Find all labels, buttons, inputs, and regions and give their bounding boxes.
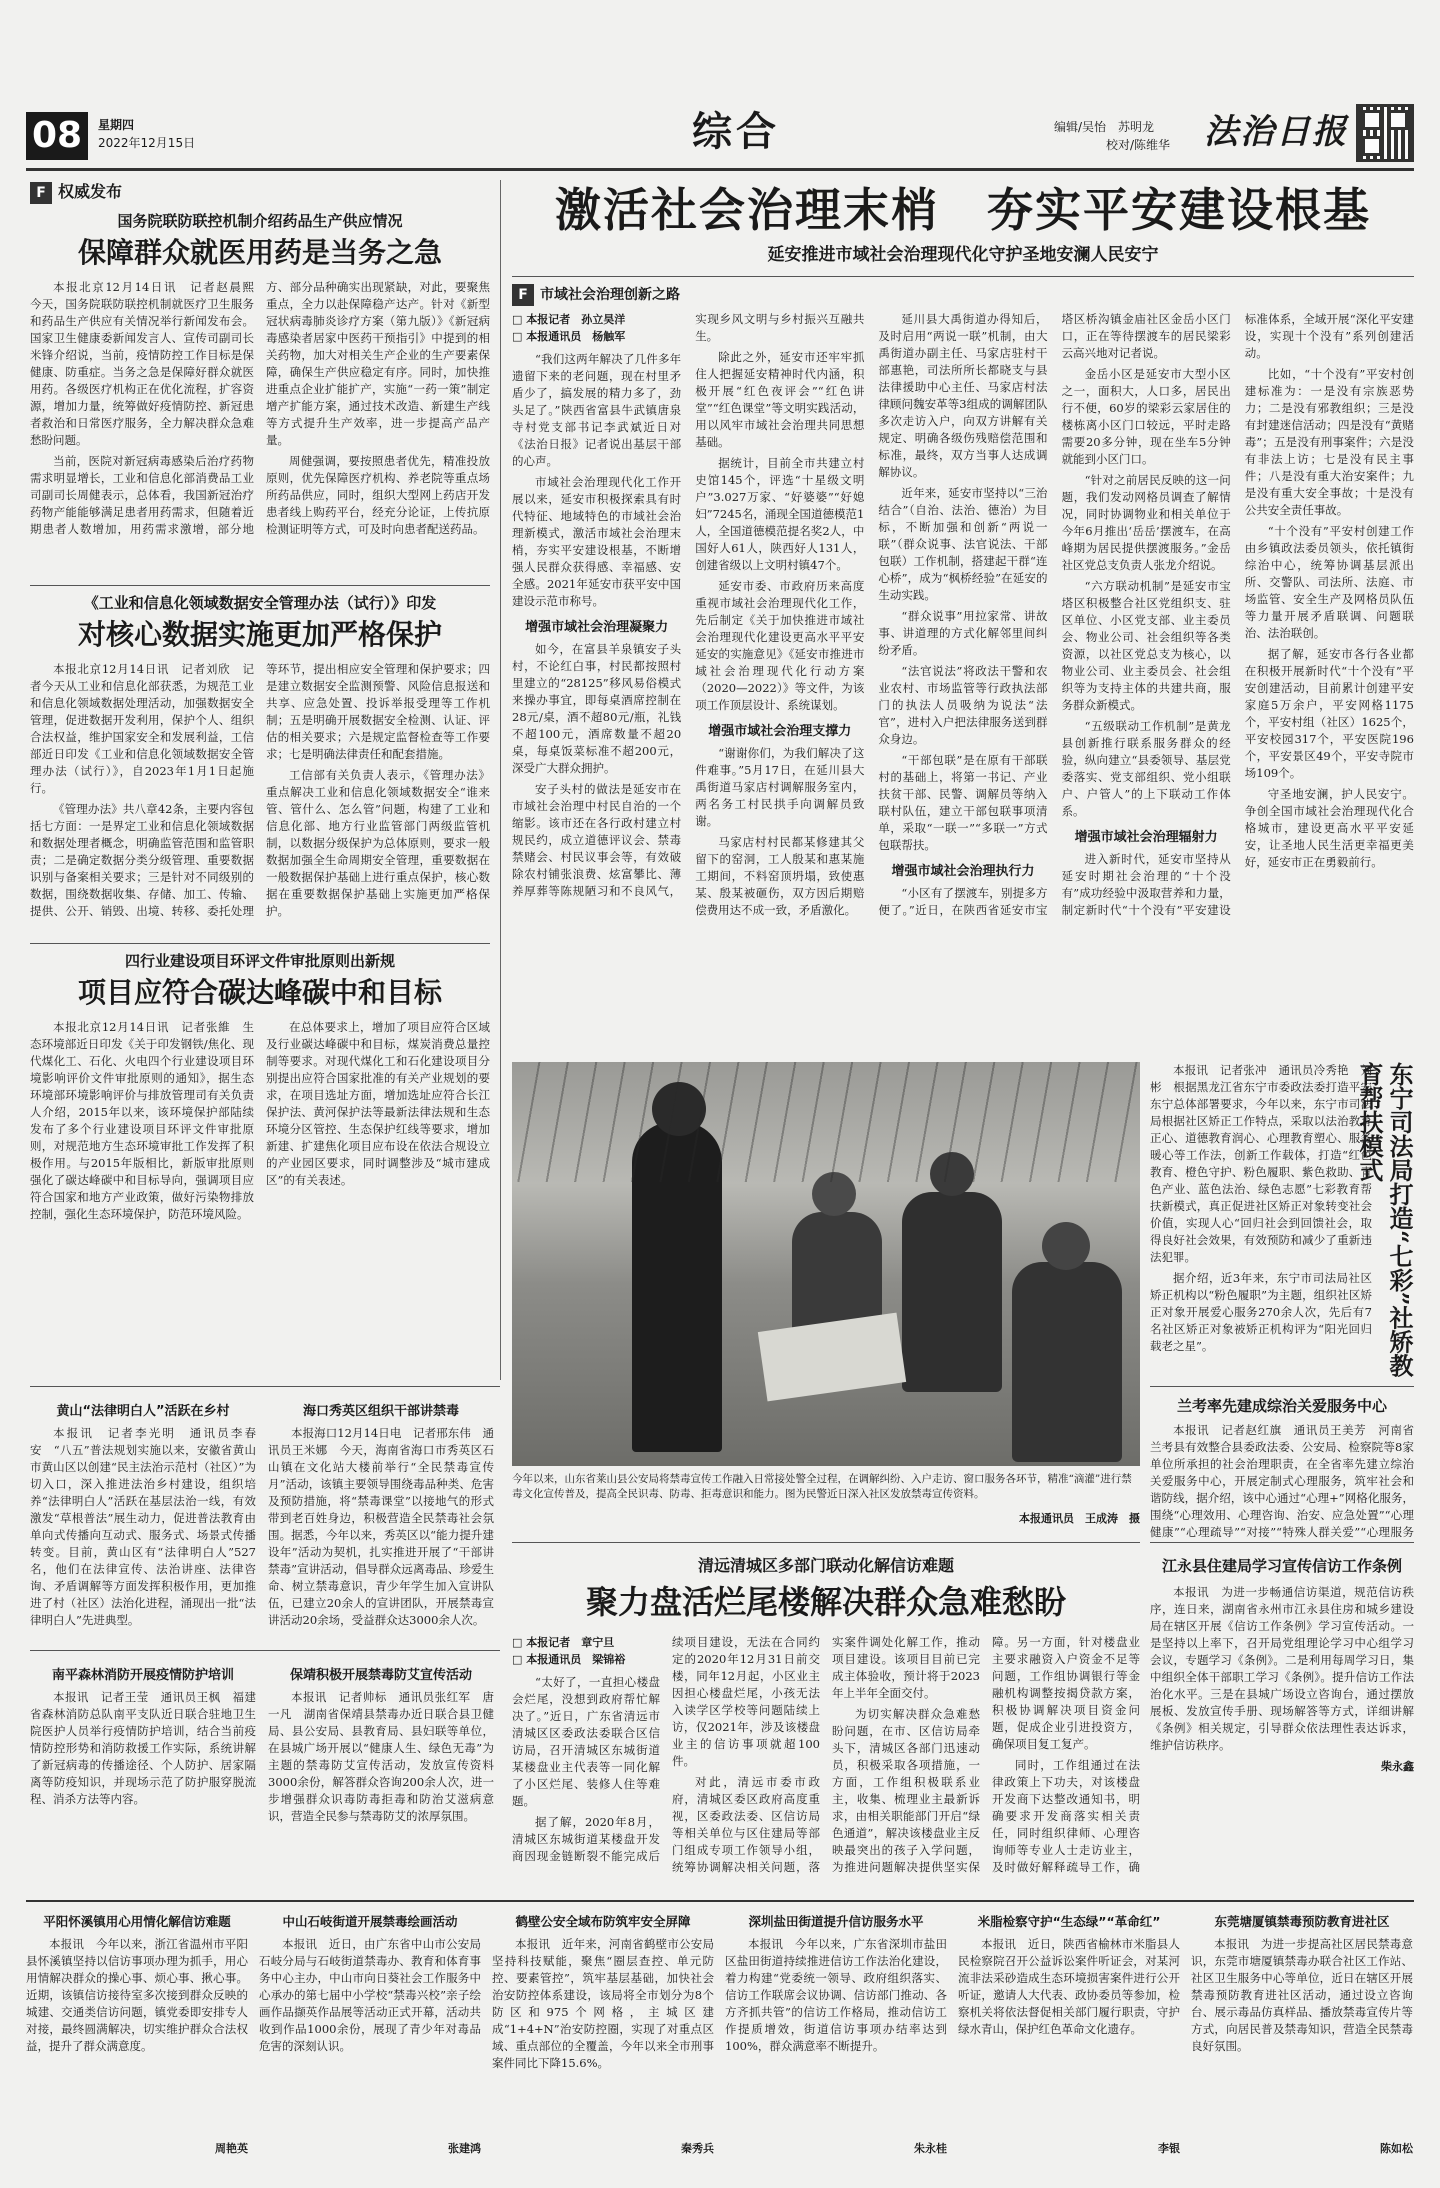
brief-headline: 深圳盐田街道提升信访服务水平 — [748, 1914, 924, 1929]
masthead — [26, 104, 1414, 164]
brief — [725, 1906, 947, 2176]
brief-text: 本报讯 今年以来，广东省深圳市盐田区盐田街道持续推进信访工作法治化建设，着力构建“党委统一领导、政府组织落实、信访工作联席会议协调、信访部门推动、各方齐抓共管”的信访工作格局，推动信访工作提质增效，街道信访事项办结率达到100%，群众满意率不断提升。 — [725, 1937, 947, 2053]
brief-headline: 南平森林消防开展疫情防护培训 — [51, 1668, 234, 1683]
signature: 张建鸿 — [448, 2142, 481, 2155]
photo-caption: 今年以来，山东省莱山县公安局将禁毒宣传工作融入日常接处警全过程，在调解纠纷、入户走访、窗口服务各环节，精准“滴灌”进行禁毒文化宣传普及，提高全民识毒、防毒、拒毒意识和能力。图为民警近日深入社区发放禁毒宣传资料。 — [512, 1473, 1132, 1500]
brief — [268, 1656, 494, 1892]
paragraph: 比如，“十个没有”平安村创建标准为：一是没有宗族恶势力；二是没有邪教组织；三是没有封建迷信活动；四是没有“黄赌毒”；五是没有刑事案件；六是没有非法上访；七是没有民主事件；八是没有重大治安案件；九是没有重大安全事故；十是没有公共安全责任事故。 — [1244, 367, 1414, 517]
side-headline: 江永县住建局学习宣传信访工作条例 — [1161, 1557, 1402, 1575]
paragraph: 为切实解决群众急难愁盼问题，在市、区信访局牵头下，清城区各部门迅速动员，积极采取各项措施，一方面，工作组积极联系业主，收集、梳理业主最新诉求，由相关职能部门开启“绿色通道”，解决该楼盘业主反映最突出的孩子入学问题，为推进问题解决提供坚实保障。另一方面，针对楼盘业主要求融资入户资金不足等问题，工作组协调银行等金融机构调整按揭贷款方案，积极协调解决项目资金问题，促成企业引进投资方，确保项目复工复产。 — [832, 1635, 1140, 1874]
paragraph: “太好了，一直担心楼盘会烂尾，没想到政府帮忙解决了。”近日，广东省清远市清城区区委政法委联合区信访局，召开清城区东城街道某楼盘业主代表等一同化解了小区烂尾、装修人住等难题。 — [512, 1675, 660, 1808]
paragraph: 在总体要求上，增加了项目应符合区域及行业碳达峰碳中和目标，煤炭消费总量控制等要求。对现代煤化工和石化建设项目分别提出应符合国家批准的有关产业规划的要求，在项目选址方面，增加选址应符合长江保护法、黄河保护法等最新法律法规和生态环境分区管控、生态保护红线等要求，增加新建、扩建焦化项目应布设在依法合规设立的产业园区要求，同时调整涉及“城市建成区”的有关表述。 — [266, 1020, 490, 1187]
paragraph: “法官说法”将政法干警和农业农村、市场监管等行政执法部门的执法人员吸纳为说法“法官”，进村入户把法律服务送到群众身边。 — [878, 664, 1048, 746]
brief — [268, 1392, 494, 1642]
masthead-rule — [26, 168, 1414, 171]
subhead: 增强市域社会治理执行力 — [891, 864, 1035, 879]
lead-story — [512, 178, 1414, 1058]
byline-correspondent: □ 本报通讯员 梁锦裕 — [512, 1653, 626, 1666]
bottom-rule — [26, 1900, 1414, 1902]
article-data-security — [30, 592, 490, 937]
brief-headline: 保靖积极开展禁毒防艾宣传活动 — [289, 1668, 472, 1683]
paragraph: “我们这两年解决了几件多年遗留下来的老问题，现在村里矛盾少了，搞发展的精力多了，劲头足了。”陕西省富县牛武镇唐泉寺村党支部书记李武斌近日对《法治日报》记者说出基层干部的心声。 — [512, 352, 682, 468]
paragraph: “十个没有”平安村创建工作由乡镇政法委员领头，依托镇街综治中心，统筹协调基层派出所、交警队、司法所、法庭、市场监管、安全生产及网格员队伍等力量开展矛盾联调、问题联治、法治联创。 — [1244, 524, 1414, 640]
paragraph: 守圣地安澜，护人民安宁。争创全国市域社会治理现代化合格城市，建设更高水平平安延安，让圣地人民生活更幸福更美好，延安市正在勇毅前行。 — [1244, 787, 1414, 869]
section-title: 综合 — [692, 109, 780, 155]
paragraph: 市域社会治理现代化工作开展以来，延安市积极探索具有时代特征、地域特色的市域社会治理新模式，激活市域社会治理末梢，夯实平安建设根基，不断增强人民群众获得感、幸福感、安全感。2021年延安市获平安中国建设示范市称号。 — [512, 475, 682, 608]
brief-headline: 海口秀英区组织干部讲禁毒 — [302, 1404, 459, 1419]
news-photo — [512, 1062, 1140, 1532]
brief — [958, 1906, 1180, 2176]
paragraph: 本报讯 记者赵红旗 通讯员王美芳 河南省兰考县有效整合县委政法委、公安局、检察院等8家单位所承担的社会治理职责，在全省率先建立综治关爱服务中心，开展定制式心理服务，筑牢社会和谐防线，据介绍，该中心通过“心理+”网格化服务，围绕“心理效用、心理咨询、治安、应急处置”“心理健康”“心理疏导”“对接”“特殊人群关爱”“心理服务 — [1150, 1423, 1414, 1538]
column-label — [512, 283, 1414, 307]
paragraph: 据介绍，近3年来，东宁市司法局社区矫正机构以“粉色履职”为主题，组织社区矫正对象开展爱心服务270余人次，先后有7名社区矫正对象被矫正机构评为“阳光回归载老之星”。 — [1150, 1271, 1372, 1353]
headline: 对核心数据实施更加严格保护 — [77, 618, 442, 651]
brief-headline: 中山石岐街道开展禁毒绘画活动 — [282, 1914, 458, 1929]
brief-headline: 黄山“法律明白人”活跃在乡村 — [56, 1404, 230, 1419]
brief — [30, 1392, 256, 1642]
brief-text: 本报讯 近日，陕西省榆林市米脂县人民检察院召开公益诉讼案件听证会，对某河流非法采砂造成生态环境损害案件进行公开听证，邀请人大代表、政协委员等参加，检察机关将依法督促相关部门履行职责，守护绿水青山，保护红色革命文化遗存。 — [958, 1937, 1180, 2036]
paper-name-logo: 法治日报 — [1204, 112, 1348, 152]
editor-line-2: 校对/陈维华 — [1106, 138, 1171, 152]
paragraph: 本报讯 记者张冲 通讯员冷秀艳 刘彬 根据黑龙江省东宁市委政法委打造平安东宁总体部署要求，今年以来，东宁市司法局根据社区矫正工作特点，采取以法治教育正心、道德教育润心、心理教育塑心、服务暖心等工作法，创新工作载体，打造“红色教育、橙色守护、粉色履职、紫色救助、青色产业、蓝色法治、绿色志愿”七彩教育帮扶新模式，真正促进社区矫正对象转变社会价值，实现人心“回归社会到回馈社会，取得良好社会效果，有效预防和减少了重新违法犯罪。 — [1150, 1063, 1372, 1264]
photo-image — [512, 1062, 1140, 1466]
editor-line-1: 编辑/吴怡 苏明龙 — [1054, 120, 1155, 134]
brief — [30, 1656, 256, 1892]
side-story-dongning — [1150, 1062, 1414, 1378]
divider — [30, 585, 490, 586]
paragraph: “针对之前居民反映的这一问题，我们发动网格员调查了解情况，同时协调物业和相关单位于今年6月推出‘岳岳’摆渡车，在高峰期为居民提供摆渡服务。”金岳社区党总支负责人张龙介绍说。 — [1061, 473, 1231, 572]
photo-credit: 本报通讯员 王成涛 摄 — [1019, 1512, 1140, 1525]
lead-subtitle: 延安推进市域社会治理现代化守护圣地安澜人民安宁 — [767, 245, 1159, 265]
headline: 保障群众就医用药是当务之急 — [77, 236, 442, 269]
paragraph: 当前，医院对新冠病毒感染后治疗药物需求明显增长，工业和信息化部消费品工业司副司长周健表示，总体看，我国新冠治疗药物产能能够满足患者用药需求，但随着近期患者人数增加，用药需求激增，部分地方、部分品种确实出现紧缺，对此，要聚焦重点，全力以赴保障稳产达产。针对《新型冠状病毒肺炎诊疗方案（第九版）》《新冠病毒感染者居家中医药干预指引》中提到的相关药物，加大对相关生产企业的生产要素保障，确保生产供应稳定有序。同时，加快推进重点企业扩能扩产，实施“一药一策”制定增产扩能方案，通过技术改造、新建生产线等方式提升生产效率，进一步提高产品产量。 — [30, 280, 490, 536]
brief-text: 本报讯 记者李光明 通讯员李春安 “八五”普法规划实施以来，安徽省黄山市黄山区以创建“民主法治示范村（社区）”为切入口，深入推进法治乡村建设，组织培养“法律明白人”活跃在基层法治一线，有效激发“草根普法”展生动力，促进普法教育由单向式传播向互动式、服务式、场景式传播转变。目前，黄山区有“法律明白人”527名，他们在法律宣传、法治讲座、法律咨询、矛盾调解等方面发挥积极作用，更加推进了村（社区）法治化进程，涌现出一批“法律明白人”先进典型。 — [30, 1426, 256, 1627]
paragraph: “六方联动机制”是延安市宝塔区积极整合社区党组织支、驻区单位、小区党支部、业主委员会、物业公司、社会组织等各类资源，以社区党总支为核心，以物业公司、业主委员会、社会组织等为支持主体的共建共商，服务群众新模式。 — [1061, 579, 1231, 712]
issue-date: 2022年12月15日 — [98, 136, 196, 150]
brief — [26, 1906, 248, 2176]
paragraph: 近年来，延安市坚持以“三治结合”（自治、法治、德治）为目标，不断加强和创新“两说一联”（群众说事、法官说法、干部包联）工作机制，搭建起干群“连心桥”，成为“枫桥经验”在延安的生动实践。 — [878, 486, 1048, 602]
paragraph: 《管理办法》共八章42条，主要内容包括七方面：一是界定工业和信息化领域数据和数据处理者概念，明确监管范围和监管职责；二是确定数据分类分级管理、重要数据识别与备案相关要求；三是针对不同级别的数据，围绕数据收集、存储、加工、传输、提供、公开、销毁、出境、转移、委托处理等环节，提出相应安全管理和保护要求；四是建立数据安全监测预警、风险信息报送和共享、应急处置、投诉举报受理等工作机制；五是明确开展数据安全检测、认证、评估的相关要求；六是规定监督检查等工作要求；七是明确法律责任和配套措施。 — [30, 662, 490, 918]
kicker: 清远清城区多部门联动化解信访难题 — [697, 1556, 954, 1575]
paragraph: 本报北京12月14日讯 记者赵晨熙 今天，国务院联防联控机制就医疗卫生服务和药品生产供应有关情况举行新闻发布会。国家卫生健康委新闻发言人、宣传司副司长米锋介绍说，当前，疫情防控工作目标是保健康、防重症。当务之急是保障好群众就医用药。各级医疗机构正在优化流程，扩容资源，增加力量，统筹做好疫情防控、新冠患者救治和日常医疗服务，全力解决群众急难愁盼问题。 — [30, 280, 266, 447]
paragraph: “谢谢你们，为我们解决了这件难事。”5月17日，在延川县大禹街道马家店村调解服务室内，两名务工村民拱手向调解员致谢。 — [695, 746, 865, 828]
weekday: 星期四 — [98, 118, 135, 132]
signature: 陈如松 — [1380, 2142, 1413, 2155]
paragraph: 除此之外，延安市还牢牢抓住人把握延安精神时代内涵，积极开展“红色夜评会”“红色讲堂”“红色课堂”等文明实践活动，用以风牢市域社会治理共同思想基础。 — [695, 350, 865, 449]
paragraph: 延安市委、市政府历来高度重视市域社会治理现代化工作，先后制定《关于加快推进市域社会治理现代化建设更高水平平安延安的实施意见》《延安市推进市域社会治理现代化行动方案（2020—2022）》等文件，为该项工作顶层设计、系统谋划。 — [695, 579, 865, 712]
paragraph: 据了解，2020年8月，清城区东城街道某楼盘开发商因现金链断裂不能完成后续项目建设，无法在合同约定的2020年12月31日前交楼，同年12月起，小区业主因担心楼盘烂尾，小孩无法入读学区学校等问题陆续上访，仅2021年，涉及该楼盘业主的信访事项就超100件。 — [512, 1635, 820, 1863]
paragraph: 金岳小区是延安市大型小区之一，面积大，人口多，居民出行不便，60岁的梁彩云家居住的楼栋离小区门口较远，平时走路需要20多分钟，现在坐车5分钟就能到小区门口。 — [1061, 367, 1231, 466]
byline-reporter: □ 本报记者 章宁旦 — [512, 1636, 615, 1649]
brief-headline: 东莞塘厦镇禁毒预防教育进社区 — [1214, 1914, 1390, 1929]
divider — [512, 276, 1414, 277]
authority-column — [30, 178, 490, 1418]
brief — [492, 1906, 714, 2176]
paragraph: 本报北京12月14日讯 记者张維 生态环境部近日印发《关于印发钢铁/焦化、现代煤化工、石化、火电四个行业建设项目环境影响评价文件审批原则的通知》，据生态环境部环境影响评价与排放管理司有关负责人介绍，2015年以来，该环境保护部陆续发布了多个行业建设项目环评文件审批原则，对规范地方生态环境审批工作发挥了积极作用。与2015年版相比，新版审批原则强化了碳达峰碳中和目标导向，强调项目应符合国家和地方产业政策，做好污染物排放控制，强化生态环境保护，防范环境风险。 — [30, 1020, 254, 1221]
divider — [30, 1650, 500, 1651]
brief-headline: 平阳怀溪镇用心用情化解信访难题 — [43, 1914, 231, 1929]
paragraph: 本报北京12月14日讯 记者刘欣 记者今天从工业和信息化部获悉，为规范工业和信息化领域数据处理活动，加强数据安全管理，促进数据开发利用，保护个人、组织合法权益，维护国家安全和发展利益，工信部近日印发《工业和信息化领域数据安全管理办法（试行）》，自2023年1月1日起施行。 — [30, 662, 254, 795]
paragraph: 据了解，延安市各行各业都在积极开展新时代“十个没有”平安创建活动，目前累计创建平安家庭5万余户，平安网格1175个，平安村组（社区）1625个，平安校园317个，平安医院196个，平安景区49个，平安寺院市场109个。 — [1244, 647, 1414, 780]
brief — [259, 1906, 481, 2176]
kicker: 国务院联防联控机制介绍药品生产供应情况 — [117, 212, 403, 230]
paragraph: 工信部有关负责人表示，《管理办法》重点解决工业和信息化领域数据安全“谁来管、管什么、怎么管”问题，构建了工业和信息化部、地方行业监管部门两级监管机制，以数据分级保护为总体原则，要求一般数据加强全生命周期安全管理，重要数据在一般数据保护基础上进行重点保护，核心数据在重要数据保护基础上实施更加严格保护。 — [266, 768, 490, 918]
brief-headline: 米脂检察守护“生态绿”“革命红” — [977, 1914, 1161, 1929]
authority-label — [30, 178, 490, 206]
paragraph: 进入新时代，延安市坚持从延安时期社会治理的“十个没有”成功经验中汲取营养和力量，制定新时代“十个没有”平安建设标准体系，全域开展“深化平安建设，实现十个没有”系列创建活动。 — [1061, 312, 1414, 917]
paragraph: “群众说事”用拉家常、讲故事、讲道理的方式化解邻里间纠纷矛盾。 — [878, 609, 1048, 657]
kicker: 四行业建设项目环评文件审批原则出新规 — [124, 952, 395, 970]
kicker: 《工业和信息化领域数据安全管理办法（试行）》印发 — [83, 594, 437, 612]
qr-code-icon — [1356, 104, 1414, 162]
signature: 李银 — [1158, 2142, 1180, 2155]
paragraph: “干部包联”是在原有干部联村的基础上，将第一书记、产业扶贫干部、民警、调解员等纳入联村队伍，建立干部包联事项清单，采取“一联一”“多联一”方式包联帮扶。 — [878, 753, 1048, 852]
bottom-briefs-row — [26, 1906, 1414, 2176]
brief-text: 本报讯 记者王莹 通讯员王枫 福建省森林消防总队南平支队近日联合驻地卫生院医护人员举行疫情防护培训，结合当前疫情防控形势和消防救援工作实际，系统讲解了新冠病毒的传播途径、个人防护、居家隔离等防疫知识，并现场示范了防护服穿脱流程、消杀方法等内容。 — [30, 1690, 256, 1806]
side-headline: 兰考率先建成综治关爱服务中心 — [1176, 1397, 1387, 1415]
brief — [1191, 1906, 1413, 2176]
divider — [30, 1386, 500, 1387]
paragraph: 周健强调，要按照患者优先，精准投放原则，优先保障医疗机构、养老院等重点场所药品供应，同时，组织大型网上药店开发患者线上购药平台，经充分论证，上传抗原检测证明等方式，可及时向患者配送药品。 — [266, 454, 490, 536]
divider — [30, 943, 490, 944]
signature: 周艳英 — [215, 2142, 248, 2155]
signature: 秦秀兵 — [681, 2142, 714, 2155]
authority-label-text: 权威发布 — [58, 182, 123, 201]
subhead: 增强市域社会治理支撑力 — [708, 724, 852, 739]
headline: 聚力盘活烂尾楼解决群众急难愁盼 — [585, 1583, 1066, 1621]
paragraph: 对此，清远市委市政府，清城区委区政府高度重视，区委政法委、区信访局等相关单位与区住建局等部门组成专项工作领导小组，统筹协调解决相关问题，落实案件调处化解工作，推动项目建设。该项目目前已完成主体验收，预计将于2023年上半年全面交付。 — [672, 1635, 980, 1874]
brief-text: 本报海口12月14日电 记者邢东伟 通讯员王米娜 今天，海南省海口市秀英区石山镇在文化站大楼前举行“全民禁毒宣传月”活动，该镇主要领导围绕毒品种类、危害及预防措施，将“禁毒课堂”以接地气的形式带到老百姓身边，积极营造全民禁毒社会氛围。据悉，今年以来，秀英区以“能力提升建设年”活动为契机，扎实推进开展了“干部讲禁毒”宣讲活动，倡导群众远离毒品、珍爱生命、树立禁毒意识，青少年学生加入宣讲队伍，已建立20余人的宣讲团队，开展禁毒宣讲活动20余场，受益群众达3000余人次。 — [268, 1426, 494, 1627]
brief-text: 本报讯 记者帅标 通讯员张红军 唐一凡 湖南省保靖县禁毒办近日联合县卫健局、县公安局、县教育局、县妇联等单位，在县城广场开展以“健康人生、绿色无毒”为主题的禁毒防艾宣传活动，发放宣传资料3000余份，解答群众咨询200余人次，进一步增强群众识毒防毒拒毒和防治艾滋病意识，营造全民参与禁毒防艾的浓厚氛围。 — [268, 1690, 494, 1823]
paragraph: 据统计，目前全市共建立村史馆145个，评选“十星级文明户”3.027万家、“好婆婆”“好媳妇”7245名，涌现全国道德模范1人，全国道德模范提名奖2人，中国好人61人，陕西好人131人，创建省级以上文明村镇47个。 — [695, 456, 865, 572]
subhead: 增强市域社会治理凝聚力 — [525, 620, 669, 635]
signature: 柴永鑫 — [1381, 1760, 1414, 1773]
mid-story — [512, 1542, 1140, 1893]
brief-text: 本报讯 近年来，河南省鹤壁市公安局坚持科技赋能，聚焦“圈层查控、单元防控、要素管控”，筑牢基层基础，加快社会治安防控体系建设，该局将全市划分为8个防区和975个网格，主城区建成“1+4+N”治安防控圈，实现了对重点区域、重点部位的全覆盖，今年以来全市刑事案件同比下降15.6%。 — [492, 1937, 714, 2070]
brief-headline: 鹤壁公安全域布防筑牢安全屏障 — [515, 1914, 691, 1929]
article-eia-rules — [30, 950, 490, 1255]
paragraph: “五级联动工作机制”是黄龙县创新推行联系服务群众的经验，纵向建立“县委领导、基层党委落实、党支部组织、党小组联户、户管人”的上下联动工作体系。 — [1061, 719, 1231, 818]
paragraph: 本报讯 为进一步畅通信访渠道，规范信访秩序，连日来，湖南省永州市江永县住房和城乡建设局在辖区开展《信访工作条例》学习宣传活动。一是坚持以上率下，召开局党组理论学习中心组学习会议，专题学习《条例》。二是利用每周学习日，集中组织全体干部职工学习《条例》。提升信访工作法治化水平。三是在县城广场设立咨询台，通过摆放展板、发放宣传手册、现场解答等方式，详细讲解《条例》相关规定，引导群众依法理性表达诉求，维护信访秩序。 — [1150, 1585, 1414, 1752]
byline-reporter: □ 本报记者 孙立昊洋 — [512, 313, 626, 326]
side-story-jiangyong — [1150, 1542, 1414, 1893]
paragraph: 同时，工作组通过在法律政策上下功夫，对该楼盘开发商下达整改通知书，明确要求开发商落实相关责任，同时组织律师、心理咨询师等专业人士走访业主，及时做好解释疏导工作，确 — [992, 1758, 1140, 1874]
signature: 朱永桂 — [914, 2142, 947, 2155]
brief-text: 本报讯 为进一步提高社区居民禁毒意识，东莞市塘厦镇禁毒办联合社区工作站、社区卫生服务中心等单位，近日在辖区开展禁毒预防教育进社区活动，通过设立咨询台、展示毒品仿真样品、播放禁毒宣传片等方式，向居民普及禁毒知识，营造全民禁毒良好氛围。 — [1191, 1937, 1413, 2053]
paragraph: “小区有了摆渡车，别提多方便了。”近日，在陕西省延安市宝塔区桥沟镇金庙社区金岳小区门口，正在等待摆渡车的居民梁彩云高兴地对记者说。 — [878, 312, 1231, 917]
section-f-icon: F — [512, 284, 534, 306]
paragraph: 如今，在富县羊泉镇安子头村，不论红白事，村民都按照村里建立的“28125”移风易俗模式来操办事宜，即每桌酒席控制在28元/桌，酒不超80元/瓶，礼钱不超100元，酒席数量不超20桌，每桌饭菜标准不超200元，深受广大群众拥护。 — [512, 642, 682, 775]
article-drug-supply — [30, 210, 490, 579]
side-headline: 东宁司法局打造“七彩”社矫教育帮扶模式 — [1355, 1062, 1414, 1378]
paragraph: 马家店村村民都某修建其父留下的窑洞，工人殷某和惠某施工期间，不料窑顶坍塌，致使惠某、殷某被砸伤，双方因后期赔偿费用达不成一致，矛盾激化。 — [695, 835, 865, 917]
column-label-text: 市域社会治理创新之路 — [540, 287, 680, 303]
paragraph: 安子头村的做法是延安市在市域社会治理中村民自治的一个缩影。该市还在各行政村建立村规民约，成立道德评议会、禁毒禁赌会、村民议事会等，有效破除农村铺张浪费、炫富攀比、薄养厚葬等陈规陋习和不良风气，实现乡风文明与乡村振兴互融共生。 — [512, 312, 865, 898]
column-rule — [500, 180, 501, 1380]
lead-headline: 激活社会治理末梢 夯实平安建设根基 — [555, 183, 1371, 237]
byline-correspondent: □ 本报通讯员 杨触军 — [512, 330, 626, 343]
section-f-icon: F — [30, 182, 52, 204]
paragraph: 延川县大禹街道办得知后，及时启用“两说一联”机制，由大禹街道办副主任、马家店驻村干部惠艳，司法所所长都晓支与县法律援助中心主任、马家店村法律顾问魏安革等3组成的调解团队多次走访入户，向双方讲解有关规定、明确各级伤残赔偿范围和标准，最终，双方当事人达成调解协议。 — [878, 312, 1048, 479]
headline: 项目应符合碳达峰碳中和目标 — [77, 976, 442, 1009]
page-number: 08 — [26, 112, 88, 160]
side-story-lankao — [1150, 1386, 1414, 1541]
brief-text: 本报讯 今年以来，浙江省温州市平阳县怀溪镇坚持以信访事项办理为抓手，用心用情解决群众的操心事、烦心事、揪心事。近期，该镇信访接待室多次接到群众反映的城建、交通类信访问题，镇党委即安排专人对接，最终圆满解决，切实维护群众合法权益，提升了群众满意度。 — [26, 1937, 248, 2053]
subhead: 增强市域社会治理辐射力 — [1074, 830, 1218, 845]
brief-text: 本报讯 近日，由广东省中山市公安局石岐分局与石岐街道禁毒办、教育和体育事务中心主办，中山市向日葵社会工作服务中心承办的第七届中小学校“禁毒兴校”亲子绘画作品撷英作品展等活动正式开幕，活动共收到作品1000余份，展现了青少年对毒品危害的深刻认识。 — [259, 1937, 481, 2053]
